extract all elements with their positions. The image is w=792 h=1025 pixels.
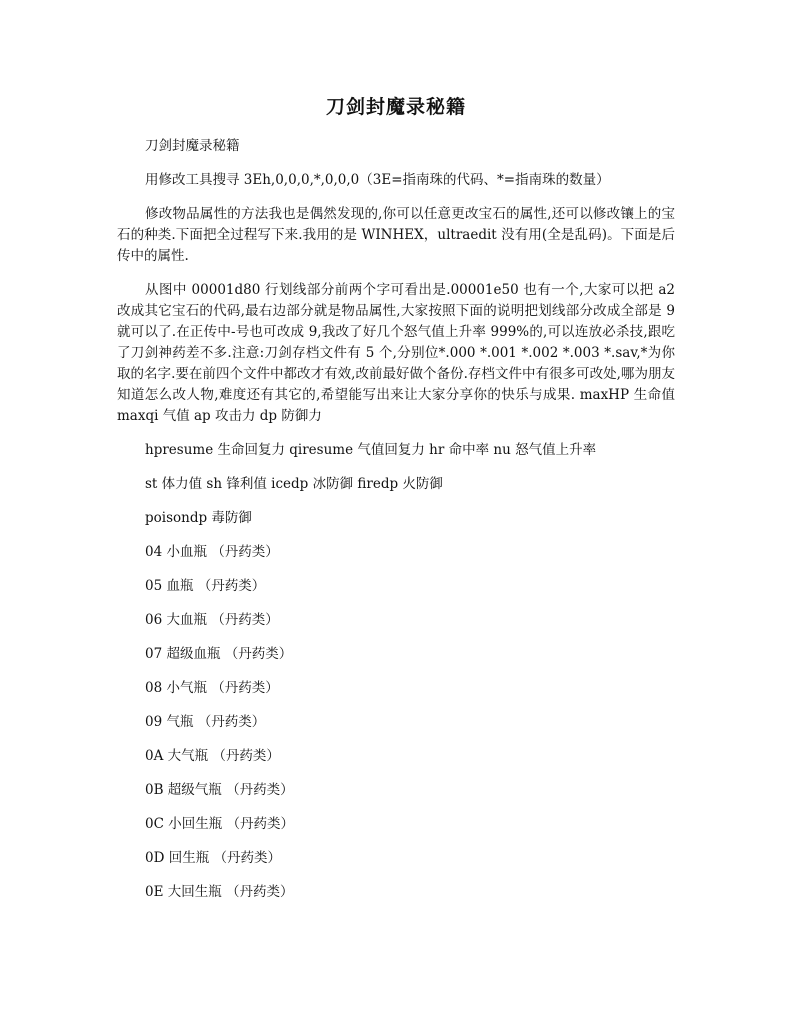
item-code-line: 04 小血瓶 （丹药类） — [145, 544, 279, 560]
document-body — [117, 136, 675, 916]
item-code-line: 0C 小回生瓶 （丹药类） — [145, 816, 295, 832]
document-title: 刀剑封魔录秘籍 — [325, 96, 466, 118]
paragraph-intro: 修改物品属性的方法我也是偶然发现的,你可以任意更改宝石的属性,还可以修改镶上的宝石的种类.下面把全过程写下来.我用的是 WINHEX，ultraedit 没有用(全是乱码)。下面是后传中的属性. — [117, 206, 675, 264]
item-code-line: 08 小气瓶 （丹药类） — [145, 680, 279, 696]
paragraph-search-tip: 用修改工具搜寻 3Eh,0,0,0,*,0,0,0（3E=指南珠的代码、*=指南珠的数量） — [145, 172, 610, 188]
item-code-line: 0D 回生瓶 （丹药类） — [145, 850, 281, 866]
item-code-line: 0A 大气瓶 （丹药类） — [145, 748, 280, 764]
paragraph-instructions: 从图中 00001d80 行划线部分前两个字可看出是.00001e50 也有一个,大家可以把 a2 改成其它宝石的代码,最右边部分就是物品属性,大家按照下面的说明把划线部分改成全部是 9 就可以了.在正传中-号也可改成 9,我改了好几个怒气值上升率 999%的,可以连放必杀技,跟吃了刀剑神药差不多.注意:刀剑存档文件有 5 个,分别位*.000 *.001 *.002 *.003 *.sav,*为你取的名字.要在前四个文件中都改才有效,改前最好做个备份.存档文件中有很多可改处,哪为朋友知道怎么改人物,难度还有其它的,希望能写出来让大家分享你的快乐与成果. maxHP 生命值 maxqi 气值 ap 攻击力 dp 防御力 — [117, 282, 675, 424]
item-code-line: 06 大血瓶 （丹药类） — [145, 612, 279, 628]
attribute-line: st 体力值 sh 锋利值 icedp 冰防御 firedp 火防御 — [145, 476, 443, 492]
item-code-line: 07 超级血瓶 （丹药类） — [145, 646, 293, 662]
item-code-line: 09 气瓶 （丹药类） — [145, 714, 266, 730]
attribute-line: poisondp 毒防御 — [145, 510, 252, 526]
item-code-line: 0B 超级气瓶 （丹药类） — [145, 782, 294, 798]
item-code-line: 05 血瓶 （丹药类） — [145, 578, 266, 594]
paragraph-subtitle: 刀剑封魔录秘籍 — [145, 138, 240, 154]
attribute-line: hpresume 生命回复力 qiresume 气值回复力 hr 命中率 nu 怒气值上升率 — [145, 442, 597, 458]
item-code-line: 0E 大回生瓶 （丹药类） — [145, 884, 294, 900]
